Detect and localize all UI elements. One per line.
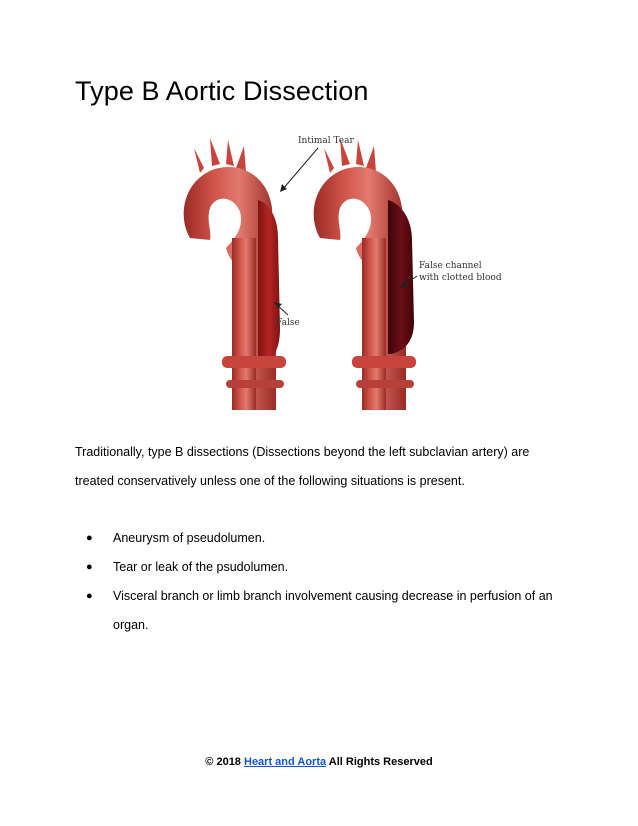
false-channel-label-line1: False channel bbox=[419, 261, 482, 271]
bullet-dot: ● bbox=[86, 561, 93, 573]
aortic-dissection-illustration bbox=[170, 128, 510, 416]
bullet-dot: ● bbox=[86, 590, 93, 602]
rights-reserved-text: All Rights Reserved bbox=[328, 756, 433, 768]
copyright-prefix: © 2018 bbox=[205, 756, 241, 768]
heart-and-aorta-link[interactable]: Heart and Aorta bbox=[244, 756, 327, 768]
intro-paragraph: Traditionally, type B dissections (Dissections beyond the left subclavian artery) are treated conservatively unless one of the following situations is present. bbox=[75, 445, 530, 488]
bullet-list bbox=[75, 524, 565, 640]
false-channel-label-line2: with clotted blood bbox=[419, 273, 502, 283]
list-item-text: Visceral branch or limb branch involvement causing decrease in perfusion of an organ. bbox=[113, 589, 553, 632]
intimal-tear-label: Intimal Tear bbox=[298, 136, 354, 146]
list-item-text: Tear or leak of the psudolumen. bbox=[113, 560, 289, 574]
list-item-text: Aneurysm of pseudolumen. bbox=[113, 531, 266, 545]
left-aorta bbox=[184, 138, 286, 410]
list-item bbox=[75, 524, 565, 553]
bullet-dot: ● bbox=[86, 532, 93, 544]
page-footer bbox=[0, 756, 638, 768]
list-item bbox=[75, 582, 565, 640]
right-aorta bbox=[314, 138, 416, 410]
page-title: Type B Aortic Dissection bbox=[75, 76, 369, 106]
false-lumen-label: False bbox=[276, 318, 300, 328]
list-item bbox=[75, 553, 565, 582]
